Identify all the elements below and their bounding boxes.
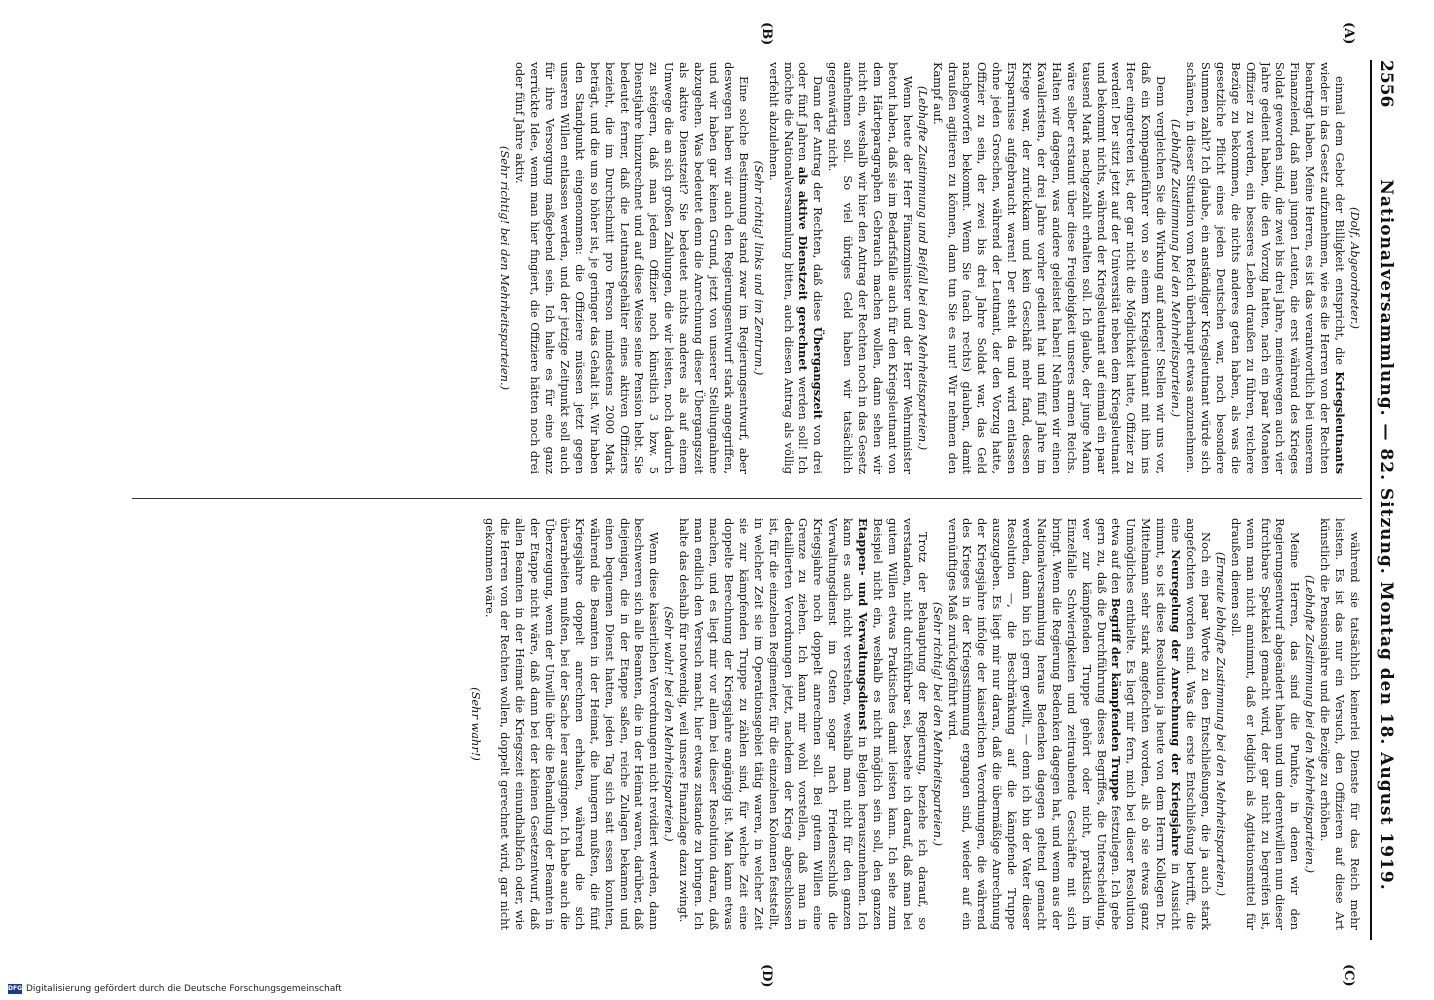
interjection-note: (Dolf, Abgeordneter.) bbox=[1348, 207, 1362, 329]
footer bbox=[8, 984, 342, 994]
page-header bbox=[1370, 60, 1414, 940]
paragraph: Denn vergleichen Sie die Wirkung auf andere! Stellen wir uns vor, daß ein Kompagnieführer von so einem Kriegsleutnant mit ihm ins Heer eingetreten ist, der gar nicht die Möglichkeit hatte, Offizier zu werden! Der sitzt jetzt auf der Universität neben dem Kriegsleutnant und bekommt nichts, während der Kriegsleutnant auf einmal ein paar tausend Mark nachgezahlt erhalten soll. Ich glaube, der junge Mann wäre selber erstaunt über diese Freigebigkeit unseres armen Reichs. Halten wir dagegen, was andere geleistet haben! Nehmen wir einen Kavalleristen, der drei Jahre vorher gedient hat und fünf Jahre im Kriege war, der zurückkam und kein Geschäft mehr fand, dessen Ersparnisse aufgebraucht waren! Der steht da und wird entlassen ohne jeden Groschen, während der Leutnant, der den Vorzug hatte, Offizier zu sein, der zwei bis drei Jahre Soldat war, das Geld nachgeworfen bekommt. Wenn Sie (nach rechts) glauben, damit draußen agitieren zu können, dann tun Sie es nur! Wir nehmen den Kampf auf. bbox=[930, 62, 1169, 474]
footer-text: Digitalisierung gefördert durch die Deutsche Forschungsgemeinschaft bbox=[26, 984, 342, 994]
right-text-column bbox=[132, 518, 1362, 930]
interjection-note: (Lebhafte Zustimmung bei den Mehrheitsparteien.) bbox=[1303, 574, 1318, 874]
column-divider bbox=[132, 498, 1362, 499]
interjection-note: (Lebhafte Zustimmung bei den Mehrheitsparteien.) bbox=[1169, 118, 1184, 418]
interjection-note: (Lebhafte Zustimmung und Beifall bei den Mehrheitsparteien.) bbox=[915, 85, 930, 451]
margin-marker-a: (A) bbox=[1341, 22, 1356, 45]
interjection-note: (Sehr richtig! bei den Mehrheitsparteien.) bbox=[930, 601, 945, 847]
paragraph: Dann der Antrag der Rechten, daß diese Übergangszeit von drei oder fünf Jahren als aktive Dienstzeit gerechnet werden soll! Ich möchte die Nationalversammlung bitten, auch diesen Antrag als völlig verfehlt abzulehnen. bbox=[766, 62, 826, 474]
paragraph: Meine Herren, das sind die Punkte, in denen wir den Regierungsentwurf abgeändert haben und um derentwillen nun dieser furchtbare Spektakel gemacht wird, der gar nicht zu begreifen ist, wenn man nicht annimmt, daß er lediglich als Agitationsmittel für draußen dienen soll. bbox=[1228, 518, 1303, 930]
paragraph: Wenn heute der Herr Finanzminister und der Herr Wehrminister betont haben, daß sie im Bedarfsfalle auch für den Kriegsleutnant von dem Härteparagraphen Gebrauch machen wollen, dann sehen wir nicht ein, weshalb wir hier den Antrag der Rechten noch in das Gesetz aufnehmen soll. So viel übriges Geld haben wir tatsächlich gegenwärtig nicht. bbox=[826, 62, 915, 474]
interjection-note: (Sehr richtig! bei den Mehrheitsparteien.) bbox=[498, 145, 513, 391]
paragraph: während sie tatsächlich keinerlei Dienste für das Reich mehr leisten. Es ist das nur ein Versuch, den Offizieren auf diese Art künstlich die Pensionsjahre und die Bezüge zu erhöhen. bbox=[1318, 518, 1362, 930]
interjection-note: (Sehr richtig! links und im Zentrum.) bbox=[751, 160, 766, 376]
margin-marker-b: (B) bbox=[759, 22, 774, 46]
paragraph: Trotz der Behauptung der Regierung, beziehe ich darauf, so verstanden, nicht durchführbar sei, bestehe ich darauf, daß man bei gutem Willen etwas Praktisches damit leisten kann. Ich sehe zum Beispiel nicht ein, weshalb es nicht möglich sein soll, den ganzen Etappen- und Verwaltungsdienst in Belgien herauszunehmen. Ich kann es auch nicht verstehen, weshalb man nicht für den ganzen Verwaltungsdienst im Osten sogar nach Friedensschluß die Kriegsjahre noch doppelt anrechnen soll. Bei gutem Willen eine Grenze zu ziehen. Ich kann mir wohl vorstellen, daß man in detaillierten Verordnungen jetzt, nachdem der Krieg abgeschlossen ist, für die einzelnen Regimenter, für die einzelnen Kolonnen feststellt, in welcher Zeit sie im Operationsgebiet tätig waren, in welcher Zeit sie zur kämpfenden Truppe zu zählen sind, für welche Zeit eine doppelte Berechnung der Kriegsjahre angängig ist. Man kann etwas machen, und es liegt mir vor allem bei dieser Resolution daran, daß man endlich den Versuch macht, hier etwas zustande zu bringen. Ich halte das deshalb für notwendig, weil unsere Finanzlage dazu zwingt. bbox=[677, 518, 930, 930]
page-number: 2556 bbox=[1376, 60, 1396, 108]
paragraph: Noch ein paar Worte zu den Entschließungen, die ja auch stark angefochten worden sind. Was die erste Entschließung betrifft, die eine Neuregelung der Anrechnung der Kriegsjahre in Aussicht nimmt, so ist diese Resolution ja heute von dem Herrn Kollegen Dr. Mittelmann sehr stark angefochten worden, als ob sie etwas ganz Unmögliches enthielte. Es liegt mir fern, mich bei dieser Resolution etwa auf den Begriff der kämpfenden Truppe festzulegen. Ich gebe gern zu, daß die Durchführung dieses Begriffes, die Unterscheidung, wer zur kämpfenden Truppe gehört oder nicht, praktisch im Einzelfalle Schwierigkeiten und zeitraubende Geschäfte mit sich bringt. Wenn die Regierung Bedenken dagegen hat, und wenn aus der Nationalversammlung heraus Bedenken dagegen geltend gemacht werden, dann bin ich gern gewillt, — denn ich bin der Vater dieser Resolution —, die Beschränkung auf die kämpfende Truppe auszugeben. Es liegt mir nur daran, daß die übermäßige Anrechnung der Kriegsjahre infolge der kaiserlichen Verordnungen, die während des Krieges in der Kriegsstimmung ergangen sind, wieder auf ein vernünftiges Maß zurückgeführt wird. bbox=[945, 518, 1213, 930]
interjection-note: (Erneute lebhafte Zustimmung bei den Mehrheitsparteien.) bbox=[1213, 551, 1228, 897]
paragraph: Wenn diese kaiserlichen Verordnungen nicht revidiert werden, dann beschweren sich alle Beamten, die in der Heimat waren, darüber, daß diejenigen, die in der Etappe saßen, reiche Zulagen bekamen und einen bequemen Dienst hatten, jeden Tag sich satt essen konnten, während die Beamten in der Heimat, die hungern mußten, die fünf Kriegsjahre doppelt anrechnen erhalten, während die sich überarbeiten mußten, bei der Sache leer ausgingen. Ich habe auch die Überzeugung, wenn der Unwille über die Behandlung der Beamten in der Etappe nicht wäre, daß dann bei der kleinen Gesetzentwurf, daß allen Beamten in der Heimat die Kriegszeit einundhalbfach oder, wie die Herren von der Rechten wollen, doppelt gerechnet wird, gar nicht gekommen wäre. bbox=[483, 518, 662, 930]
interjection-note: (Sehr wahr!) bbox=[468, 687, 483, 761]
paragraph: Eine solche Bestimmung stand zwar im Regierungsentwurf, aber deswegen haben wir auch den Regierungsentwurf stark angegriffen, und wir haben gar keinen Grund, jetzt von unserer Stellungnahme abzugehen. Was bedeutet denn die Anrechnung dieser Übergangszeit als aktive Dienstzeit? Sie bedeutet nichts anderes als auf einem Umwege die an sich großen Zahlungen, die wir leisten, noch dadurch zu steigern, daß man jedem Offizier noch künstlich 3 bzw. 5 Dienstjahre hinzurechnet und auf diese Weise seine Pension hebt. Sie bedeutet ferner, daß die Leutnantsgehälter eines aktiven Offiziers bezieht, die im Durchschnitt pro Person mindestens 2000 Mark beträgt, und die um so höher ist, je geringer das Gehalt ist. Wir haben den Standpunkt eingenommen: die Offiziere müssen jetzt gegen unseren Willen entlassen werden, und der jetzige Zeitpunkt soll auch für ihre Versorgung maßgebend sein. Ich halte es für eine ganz verrückte Idee, wenn man hier fingiert, die Offiziere hätten noch drei oder fünf Jahre aktiv. bbox=[513, 62, 751, 474]
margin-marker-c: (C) bbox=[1341, 964, 1356, 987]
paragraph: einmal dem Gebot der Billigkeit entspricht, die Kriegsleutnants wieder in das Gesetz aufzunehmen, wie es die Herren von der Rechten beantragt haben. Meine Herren, es ist das verantwortlich bei unserem Finanzelend, daß man jungen Leuten, die erst während des Krieges Soldat geworden sind, die zwei bis drei Jahre, meinetwegen auch vier Jahre gedient haben, die den Vorzug hatten, nach ein paar Monaten Offizier zu werden, ein besseres Leben draußen zu führen, reichere Bezüge zu bekommen, die nichts anderes getan haben, als was die gesetzliche Pflicht eines jeden Deutschen war, noch besondere Summen zahlt? Ich glaube, ein anständiger Kriegsleutnant würde sich schämen, in dieser Situation vom Reich überhaupt etwas anzunehmen. bbox=[1184, 62, 1348, 474]
page-title: Nationalversammlung. — 82. Sitzung. Montag den 18. August 1919. bbox=[1376, 179, 1396, 891]
interjection-note: (Sehr wahr! bei den Mehrheitsparteien.) bbox=[662, 606, 677, 842]
margin-marker-d: (D) bbox=[759, 964, 774, 988]
left-text-column bbox=[132, 62, 1362, 474]
dfg-logo-icon: DFG bbox=[8, 985, 23, 992]
